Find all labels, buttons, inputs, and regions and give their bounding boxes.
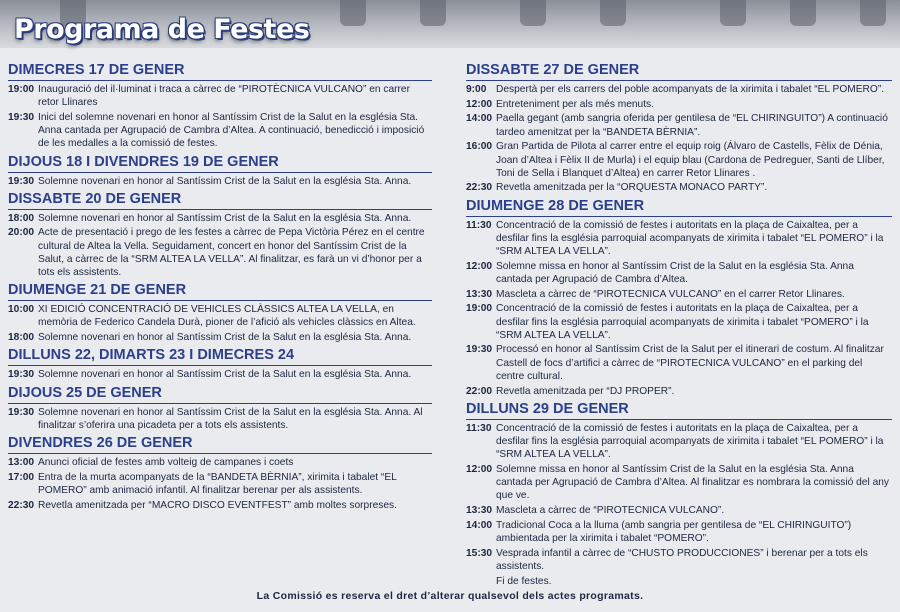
right-column	[466, 62, 892, 591]
event-row	[466, 83, 892, 96]
event-row	[8, 111, 432, 151]
event-description: Solemne novenari en honor al Santíssim Crist de la Salut en la església Sta. Anna.	[38, 212, 412, 224]
event-row	[466, 519, 892, 545]
day-section	[8, 347, 432, 381]
event-time: 13:00	[8, 456, 35, 468]
event-row	[8, 303, 432, 329]
event-row	[466, 98, 892, 111]
day-section	[466, 198, 892, 398]
event-row	[8, 406, 432, 432]
event-time: 19:30	[466, 344, 493, 356]
day-heading: DIJOUS 18 I DIVENDRES 19 DE GENER	[8, 154, 432, 173]
event-row	[466, 422, 892, 462]
day-heading: DIVENDRES 26 DE GENER	[8, 435, 432, 454]
event-time: 11:30	[466, 422, 492, 434]
event-row	[466, 547, 892, 573]
event-row	[466, 260, 892, 286]
event-time: 17:00	[8, 471, 35, 483]
day-heading: DIMECRES 17 DE GENER	[8, 62, 432, 81]
event-row	[8, 499, 432, 512]
event-description: Concentració de la comissió de festes i autoritats en la plaça de Caixaltea, per a desfilar fins la església parroquial acompanyats de xirimita i tabalet “EL POMERO” i la “SRM ALTEA LA VELLA”.	[496, 219, 884, 258]
event-time: 19:00	[8, 84, 35, 95]
event-description: Concentració de la comissió de festes i autoritats en la plaça de Caixaltea, per a desfilar fins la església parroquial acompanyats de xirimita i tabalet “POMERO” i la “SRM ALTEA LA VELLA”.	[496, 303, 869, 341]
event-description: Anunci oficial de festes amb volteig de campanes i coets	[38, 456, 294, 468]
event-time: 12:00	[466, 463, 493, 475]
event-description: Mascleta a càrrec de “PIROTECNICA VULCANO” en el carrer Retor Llinares.	[496, 288, 845, 300]
day-section	[8, 282, 432, 344]
event-time: 12:00	[466, 260, 493, 272]
day-heading: DISSABTE 27 DE GENER	[466, 62, 892, 81]
event-description: Despertà per els carrers del poble acompanyats de la xirimita i tabalet “EL POMERO”.	[496, 84, 885, 95]
event-description: Tradicional Coca a la lluma (amb sangria per gentilesa de “EL CHIRINGUITO”) ambientada per la xirimita i tabalet “POMERO”.	[496, 519, 852, 544]
event-time: 13:30	[466, 288, 493, 300]
event-description: Revetla amenitzada per “DJ PROPER”.	[496, 385, 675, 397]
event-time: 18:00	[8, 212, 35, 224]
event-description: Entreteniment per als més menuts.	[496, 98, 654, 110]
event-description: Acte de presentació i prego de les festes a càrrec de Pepa Victòria Pérez en el centre cultural de Altea la Vella. Seguidament, concert en honor del Santíssim Crist de la Salut, a càrrec de la “SRM ALTEA LA VELLA”. Al finalitzar, es farà un vi d’honor per a tots els assistents.	[38, 227, 425, 279]
event-description: Solemne missa en honor al Santíssim Crist de la Salut en la església Sta. Anna cantada per Agrupació de Cambra d’Altea.	[496, 260, 854, 285]
event-row	[466, 219, 892, 259]
event-row	[466, 140, 892, 180]
event-row	[466, 288, 892, 301]
event-description: Gran Partida de Pilota al carrer entre el equip roig (Álvaro de Castells, Fèlix de Dénia, Joan d’Altea i Fèlix II de Murla) i el equip blau (Cardona de Pedreguer, Santi de Llíber, Toni de Sella i Blanquet d’Altea) en carrer Retor Llinares .	[496, 141, 885, 179]
day-heading: DIUMENGE 28 DE GENER	[466, 198, 892, 217]
event-time: 18:00	[8, 332, 35, 344]
event-time: 19:30	[8, 175, 35, 187]
event-description: Concentració de la comissió de festes i autoritats en la plaça de Caixaltea, per a desfilar fins la església parroquial acompanyats de xirimita i tabalet “EL POMERO” i la “SRM ALTEA LA VELLA”.	[496, 422, 884, 461]
event-time: 20:00	[8, 227, 35, 239]
event-row	[466, 575, 892, 588]
event-description: Solemne novenari en honor al Santíssim Crist de la Salut en la església Sta. Anna.	[38, 369, 412, 381]
event-time: 12:00	[466, 98, 493, 110]
event-time: 11:30	[466, 219, 492, 231]
day-section	[8, 62, 432, 151]
event-row	[8, 175, 432, 188]
event-description: Processó en honor al Santíssim Crist de la Salut per el itinerari de costum. Al finalitzar Castell de focs d’artifici a càrrec de “PIROTECNICA VULCANO” en el parking del centre cultural.	[496, 344, 884, 382]
event-description: Inauguració del il·luminat i traca a càrrec de “PIROTÈCNICA VULCANO” en carrer retor Llinares	[38, 84, 410, 109]
event-row	[8, 331, 432, 344]
event-time: 9:00	[466, 84, 487, 95]
day-heading: DIJOUS 25 DE GENER	[8, 385, 432, 404]
event-time: 22:30	[466, 182, 493, 194]
event-time: 14:00	[466, 113, 493, 125]
event-description: Paella gegant (amb sangria oferida per gentilesa de “EL CHIRINGUITO”) A continuació tardeo amenitzat per la “BANDETA BÈRNIA”.	[496, 113, 888, 138]
event-time: 19:30	[8, 111, 35, 123]
day-section	[8, 154, 432, 188]
event-description: Solemne novenari en honor al Santíssim Crist de la Salut en la església Sta. Anna.	[38, 332, 412, 344]
event-description: Vesprada infantil a càrrec de “CHUSTO PRODUCCIONES” i berenar per a tots els assistents.	[496, 547, 868, 572]
day-heading: DIUMENGE 21 DE GENER	[8, 282, 432, 301]
event-description: Revetla amenitzada per “MACRO DISCO EVENTFEST” amb moltes sorpreses.	[38, 499, 397, 511]
event-time: 19:00	[466, 303, 493, 315]
event-description: Inici del solemne novenari en honor al Santíssim Crist de la Salut en la església Sta. Anna cantada per Agrupació de Cambra d’Altea. A continuació, benedicció i imposició de les medalles a la comissió de festes.	[38, 111, 425, 150]
event-time: 13:30	[466, 504, 493, 516]
event-description: Solemne novenari en honor al Santíssim Crist de la Salut en la església Sta. Anna. Al finalitzar s’oferira una picadeta per a tots els assistents.	[38, 406, 423, 431]
event-description: Revetla amenitzada per la “ORQUESTA MONACO PARTY”.	[496, 182, 768, 194]
event-time: 10:00	[8, 304, 35, 316]
event-description: XI EDICIÓ CONCENTRACIÓ DE VEHICLES CLÀSSICS ALTEA LA VELLA, en memòria de Federico Candela Durà, pioner de l’afició als vehicles clàssics en Altea.	[38, 304, 416, 329]
event-description: Solemne missa en honor al Santíssim Crist de la Salut en la església Sta. Anna cantada per Agrupació de Cambra d’Altea. Al finalitzar es nombrara la comissió del any que ve.	[496, 463, 889, 502]
day-section	[466, 62, 892, 195]
event-time	[466, 575, 496, 588]
day-section	[8, 191, 432, 280]
event-description: Fi de festes.	[496, 575, 552, 587]
event-row	[8, 226, 432, 279]
day-heading: DILLUNS 22, DIMARTS 23 I DIMECRES 24	[8, 347, 432, 366]
event-time: 19:30	[8, 406, 35, 418]
event-row	[466, 385, 892, 398]
footer-note: La Comissió es reserva el dret d’alterar qualsevol dels actes programats.	[256, 590, 644, 602]
day-heading: DILLUNS 29 DE GENER	[466, 401, 892, 420]
day-heading: DISSABTE 20 DE GENER	[8, 191, 432, 210]
event-time: 16:00	[466, 141, 493, 153]
event-row	[466, 181, 892, 194]
left-column	[8, 62, 432, 515]
event-row	[466, 504, 892, 517]
event-time: 19:30	[8, 369, 35, 381]
event-description: Mascleta a càrrec de “PIROTECNICA VULCANO”.	[496, 504, 725, 516]
event-time: 15:30	[466, 547, 493, 559]
event-row	[466, 463, 892, 503]
event-row	[466, 343, 892, 383]
event-time: 14:00	[466, 519, 493, 531]
event-row	[466, 112, 892, 138]
event-description: Entra de la murta acompanyats de la “BANDETA BÈRNIA”, xirimita i tabalet “EL POMERO” amb animació infantil. Al finalitzar berenar per als assistents.	[38, 471, 397, 496]
event-time: 22:30	[8, 499, 35, 511]
day-section	[8, 435, 432, 512]
event-row	[8, 471, 432, 497]
event-row	[8, 83, 432, 109]
event-row	[8, 456, 432, 469]
event-row	[8, 368, 432, 381]
day-section	[466, 401, 892, 588]
page-title: Programa de Festes	[14, 14, 310, 45]
event-time: 22:00	[466, 385, 493, 397]
day-section	[8, 385, 432, 432]
event-row	[8, 212, 432, 225]
event-row	[466, 302, 892, 342]
event-description: Solemne novenari en honor al Santíssim Crist de la Salut en la església Sta. Anna.	[38, 175, 412, 187]
